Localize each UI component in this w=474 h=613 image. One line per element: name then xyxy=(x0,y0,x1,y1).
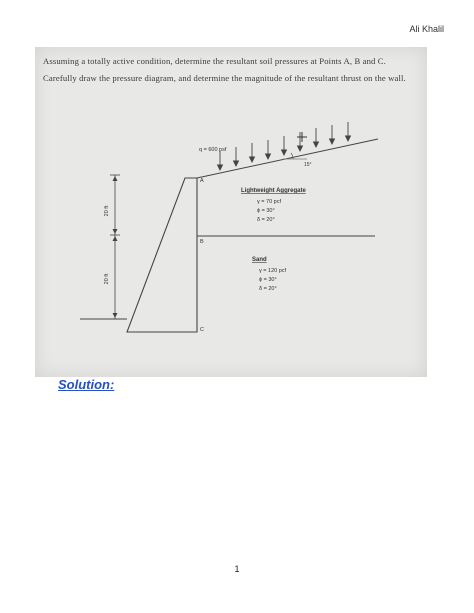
layer2-gamma: γ = 120 pcf xyxy=(259,268,287,274)
retaining-wall xyxy=(127,178,197,332)
problem-statement: Assuming a totally active condition, determine the resultant soil pressures at Points A, B and C. Carefully draw the pressure diagram, and determine the magnitude of the resultant thrust on the wall. xyxy=(43,56,406,83)
dimension-bottom-label: 20 ft xyxy=(104,273,110,285)
point-c-label: C xyxy=(200,327,204,333)
point-b-label: B xyxy=(200,239,204,245)
retaining-wall-diagram xyxy=(35,47,427,377)
layer1-name: Lightweight Aggregate xyxy=(241,188,306,194)
layer1-phi: ϕ = 30° xyxy=(257,208,275,214)
layer1-delta: δ = 20° xyxy=(257,217,275,223)
layer2-phi: ϕ = 30° xyxy=(259,277,277,283)
author-name: Ali Khalil xyxy=(409,24,444,34)
dimension-lines xyxy=(110,175,120,319)
surcharge-arrows xyxy=(218,122,351,170)
slope-angle-label: 15° xyxy=(304,162,312,168)
page-number: 1 xyxy=(234,564,240,574)
layer2-delta: δ = 20° xyxy=(259,286,277,292)
dimension-top-label: 20 ft xyxy=(104,205,110,217)
surcharge-label: q = 600 psf xyxy=(199,147,227,153)
layer2-name: Sand xyxy=(252,257,267,263)
problem-photo xyxy=(35,47,427,377)
solution-heading: Solution: xyxy=(58,377,115,392)
point-a-label: A xyxy=(200,178,204,184)
backfill-surface xyxy=(197,139,378,178)
layer1-gamma: γ = 70 pcf xyxy=(257,199,282,205)
cursor-cross-mark xyxy=(297,132,307,142)
